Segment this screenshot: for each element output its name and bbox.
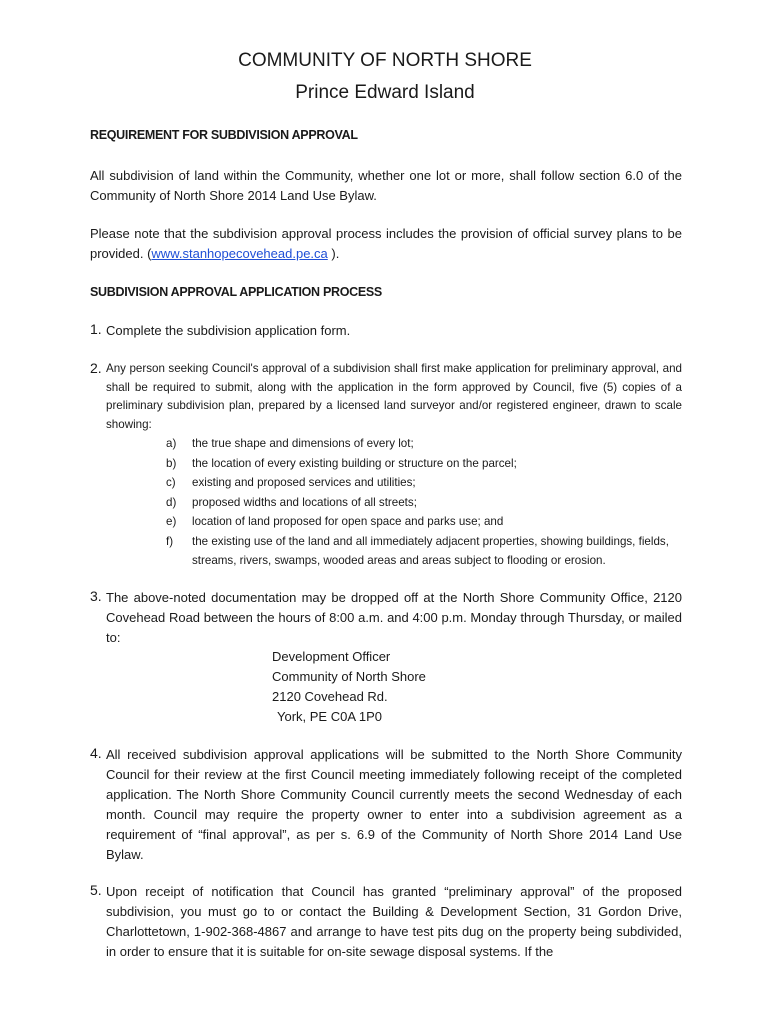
sublist-letter: a): [166, 437, 177, 450]
document-subtitle: Prince Edward Island: [295, 82, 475, 103]
paragraph-requirement: All subdivision of land within the Community, whether one lot or more, shall follow section 6.0 of the Community of North Shore 2014 Land Use Bylaw.: [90, 168, 682, 203]
section-heading-process: SUBDIVISION APPROVAL APPLICATION PROCESS: [90, 285, 382, 299]
step-text: The above-noted documentation may be dropped off at the North Shore Community Office, 2120 Covehead Road between the hours of 8:00 a.m. and 4:00 p.m. Monday through Thursday, or mailed to:: [106, 590, 682, 645]
step-number: 3.: [90, 588, 102, 604]
step-text: Upon receipt of notification that Council has granted “preliminary approval” of the proposed subdivision, you must go to or contact the Building & Development Section, 31 Gordon Drive, Charlottetown, 1-902-368-4867 and arrange to have test pits dug on the property being subdivided, in order to ensure that it is suitable for on-site sewage disposal systems. If the: [106, 884, 682, 959]
sublist: [166, 434, 686, 571]
sublist-item: [166, 493, 686, 513]
address-line: Community of North Shore: [272, 669, 426, 684]
website-link[interactable]: www.stanhopecovehead.pe.ca: [151, 246, 328, 261]
step-number: 5.: [90, 882, 102, 898]
step-number: 1.: [90, 321, 102, 337]
paragraph-survey-note: [90, 224, 682, 264]
sublist-item: [166, 434, 686, 454]
survey-note-end: ).: [327, 246, 340, 261]
survey-note-text: Please note that the subdivision approval process includes the provision of official survey plans to be provided. (: [90, 226, 682, 261]
sublist-text: the existing use of the land and all immediately adjacent properties, showing buildings, fields, streams, rivers, swamps, wooded areas and areas subject to flooding or erosion.: [192, 534, 669, 567]
sublist-item: [166, 532, 686, 571]
address-line: York, PE C0A 1P0: [277, 709, 383, 724]
sublist-item: [166, 512, 686, 532]
address-line: Development Officer: [272, 649, 391, 664]
document-title: COMMUNITY OF NORTH SHORE: [238, 50, 532, 71]
sublist-letter: f): [166, 534, 174, 548]
step-number: 2.: [90, 360, 102, 376]
sublist-text: proposed widths and locations of all streets;: [192, 495, 417, 509]
sublist-letter: e): [166, 515, 177, 528]
sublist-text: location of land proposed for open space and parks use; and: [192, 515, 504, 528]
sublist-letter: b): [166, 456, 177, 470]
sublist-text: the true shape and dimensions of every lot;: [192, 437, 414, 450]
step-text: Complete the subdivision application form.: [106, 323, 351, 338]
mailing-address: [272, 647, 426, 727]
sublist-text: the location of every existing building or structure on the parcel;: [192, 456, 517, 470]
sublist-letter: c): [166, 476, 176, 489]
address-line: 2120 Covehead Rd.: [272, 689, 388, 704]
step-number: 4.: [90, 745, 102, 761]
sublist-letter: d): [166, 495, 177, 509]
sublist-item: [166, 473, 686, 493]
sublist-text: existing and proposed services and utilities;: [192, 476, 416, 489]
sublist-item: [166, 454, 686, 474]
section-heading-requirement: REQUIREMENT FOR SUBDIVISION APPROVAL: [90, 128, 358, 142]
step-text: Any person seeking Council's approval of a subdivision shall first make application for preliminary approval, and shall be required to submit, along with the application in the form approved by Council, five (5) copies of a preliminary subdivision plan, prepared by a licensed land surveyor and/or registered engineer, drawn to scale showing:: [106, 362, 682, 431]
step-text: All received subdivision approval applications will be submitted to the North Shore Community Council for their review at the first Council meeting immediately following receipt of the completed application. The North Shore Community Council currently meets the second Wednesday of each month. Council may require the property owner to enter into a subdivision agreement as a requirement of “final approval”, as per s. 6.9 of the Community of North Shore 2014 Land Use Bylaw.: [106, 747, 682, 862]
